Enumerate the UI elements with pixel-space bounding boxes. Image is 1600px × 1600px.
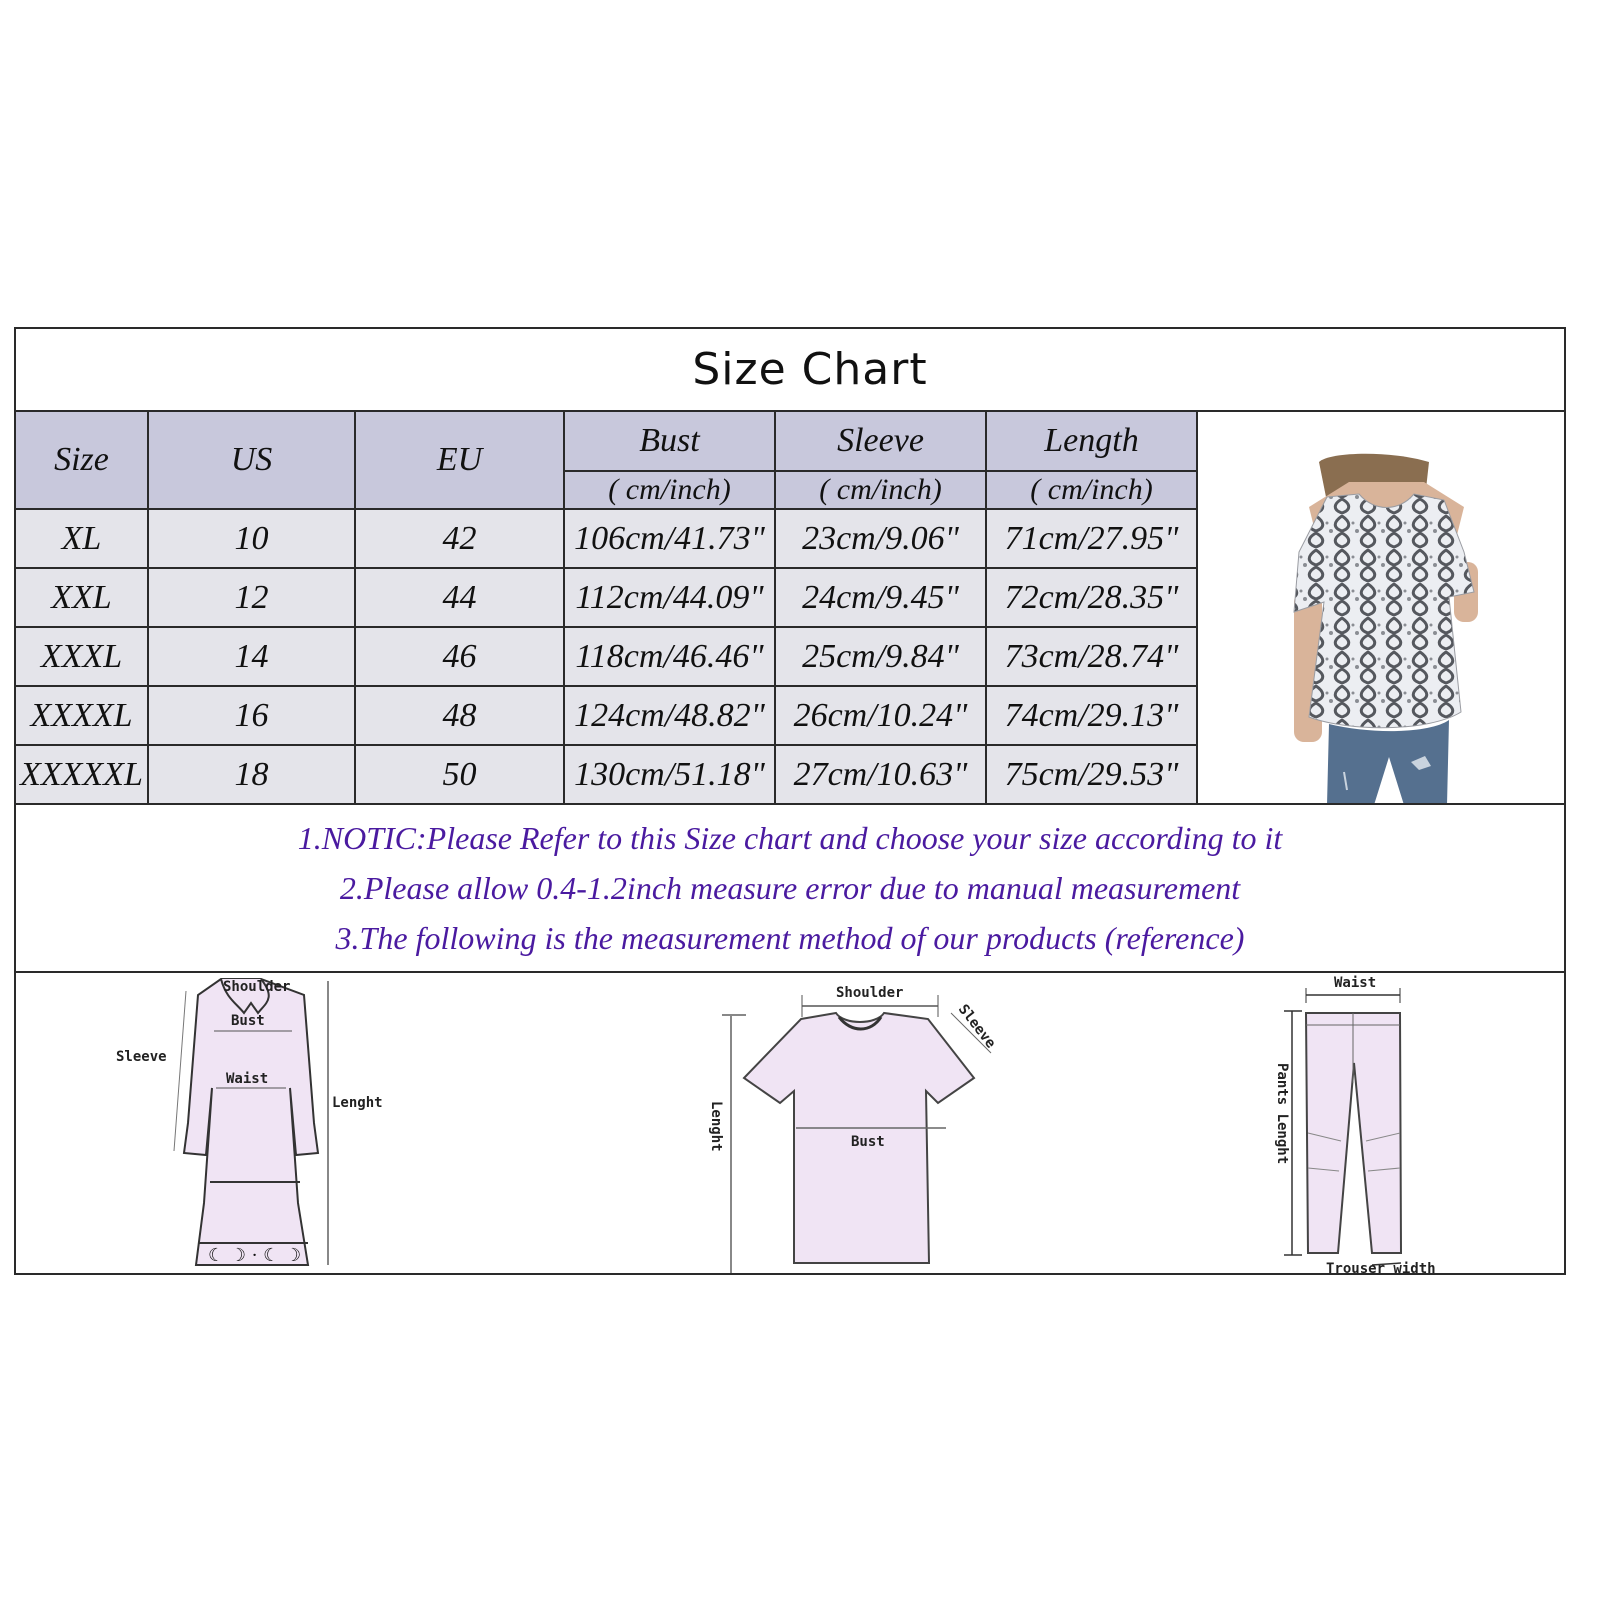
cell-bust: 112cm/44.09" xyxy=(564,568,775,627)
dress-sleeve-label: Sleeve xyxy=(116,1049,167,1065)
cell-size: XXXXL xyxy=(16,686,148,745)
cell-size: XL xyxy=(16,509,148,568)
header-length: Length xyxy=(986,411,1197,471)
cell-bust: 130cm/51.18" xyxy=(564,745,775,804)
size-table xyxy=(16,410,1198,805)
note-2: 2.Please allow 0.4-1.2inch measure error due to manual measurement xyxy=(339,870,1241,906)
table-row xyxy=(16,509,1197,568)
tshirt-shoulder-label: Shoulder xyxy=(836,985,904,1001)
title-row xyxy=(16,329,1564,412)
note-3: 3.The following is the measurement method of our products (reference) xyxy=(335,920,1245,956)
dress-bust-label: Bust xyxy=(231,1013,265,1029)
cell-size: XXL xyxy=(16,568,148,627)
product-photo xyxy=(1199,412,1566,805)
cell-us: 10 xyxy=(148,509,355,568)
pants-waist-label: Waist xyxy=(1334,975,1377,991)
header-us: US xyxy=(148,411,355,509)
dress-shoulder-label: Shoulder xyxy=(223,979,291,995)
dress-diagram xyxy=(86,973,416,1277)
size-chart-frame xyxy=(14,327,1566,1275)
cell-bust: 124cm/48.82" xyxy=(564,686,775,745)
pants-trouser-width-label: Trouser width xyxy=(1326,1261,1436,1273)
table-row xyxy=(16,568,1197,627)
cell-eu: 48 xyxy=(355,686,564,745)
tshirt-bust-label: Bust xyxy=(851,1134,885,1150)
tshirt-icon xyxy=(676,973,1016,1273)
model-snake-print-top-image xyxy=(1199,412,1566,805)
tshirt-length-label: Lenght xyxy=(708,1101,724,1152)
cell-us: 18 xyxy=(148,745,355,804)
cell-size: XXXXXL xyxy=(16,745,148,804)
cell-size: XXXL xyxy=(16,627,148,686)
pants-length-label: Pants Lenght xyxy=(1274,1063,1290,1165)
cell-sleeve: 27cm/10.63" xyxy=(775,745,986,804)
cell-eu: 46 xyxy=(355,627,564,686)
header-bust-unit: ( cm/inch) xyxy=(564,471,775,509)
header-sleeve: Sleeve xyxy=(775,411,986,471)
pants-diagram xyxy=(1266,973,1486,1277)
cell-eu: 50 xyxy=(355,745,564,804)
tshirt-sleeve-label: Sleeve xyxy=(954,1001,999,1052)
dress-icon xyxy=(86,973,416,1273)
svg-text:☾ ☽ · ☾ ☽: ☾ ☽ · ☾ ☽ xyxy=(208,1245,302,1266)
header-sleeve-unit: ( cm/inch) xyxy=(775,471,986,509)
table-row xyxy=(16,627,1197,686)
table-row xyxy=(16,686,1197,745)
page-title: Size Chart xyxy=(692,344,928,395)
tshirt-diagram xyxy=(676,973,1016,1277)
cell-length: 75cm/29.53" xyxy=(986,745,1197,804)
cell-sleeve: 26cm/10.24" xyxy=(775,686,986,745)
notes-section xyxy=(16,803,1564,973)
header-length-unit: ( cm/inch) xyxy=(986,471,1197,509)
cell-us: 12 xyxy=(148,568,355,627)
table-row xyxy=(16,745,1197,804)
cell-us: 16 xyxy=(148,686,355,745)
cell-us: 14 xyxy=(148,627,355,686)
cell-bust: 118cm/46.46" xyxy=(564,627,775,686)
dress-length-label: Lenght xyxy=(332,1095,383,1111)
pants-icon xyxy=(1266,973,1486,1273)
cell-sleeve: 25cm/9.84" xyxy=(775,627,986,686)
cell-sleeve: 23cm/9.06" xyxy=(775,509,986,568)
header-bust: Bust xyxy=(564,411,775,471)
header-size: Size xyxy=(16,411,148,509)
note-1: 1.NOTIC:Please Refer to this Size chart and choose your size according to it xyxy=(297,820,1283,856)
cell-sleeve: 24cm/9.45" xyxy=(775,568,986,627)
measurement-diagrams xyxy=(16,973,1564,1275)
cell-length: 71cm/27.95" xyxy=(986,509,1197,568)
header-eu: EU xyxy=(355,411,564,509)
cell-length: 73cm/28.74" xyxy=(986,627,1197,686)
dress-waist-label: Waist xyxy=(226,1071,269,1087)
cell-eu: 42 xyxy=(355,509,564,568)
cell-length: 72cm/28.35" xyxy=(986,568,1197,627)
cell-length: 74cm/29.13" xyxy=(986,686,1197,745)
cell-eu: 44 xyxy=(355,568,564,627)
cell-bust: 106cm/41.73" xyxy=(564,509,775,568)
